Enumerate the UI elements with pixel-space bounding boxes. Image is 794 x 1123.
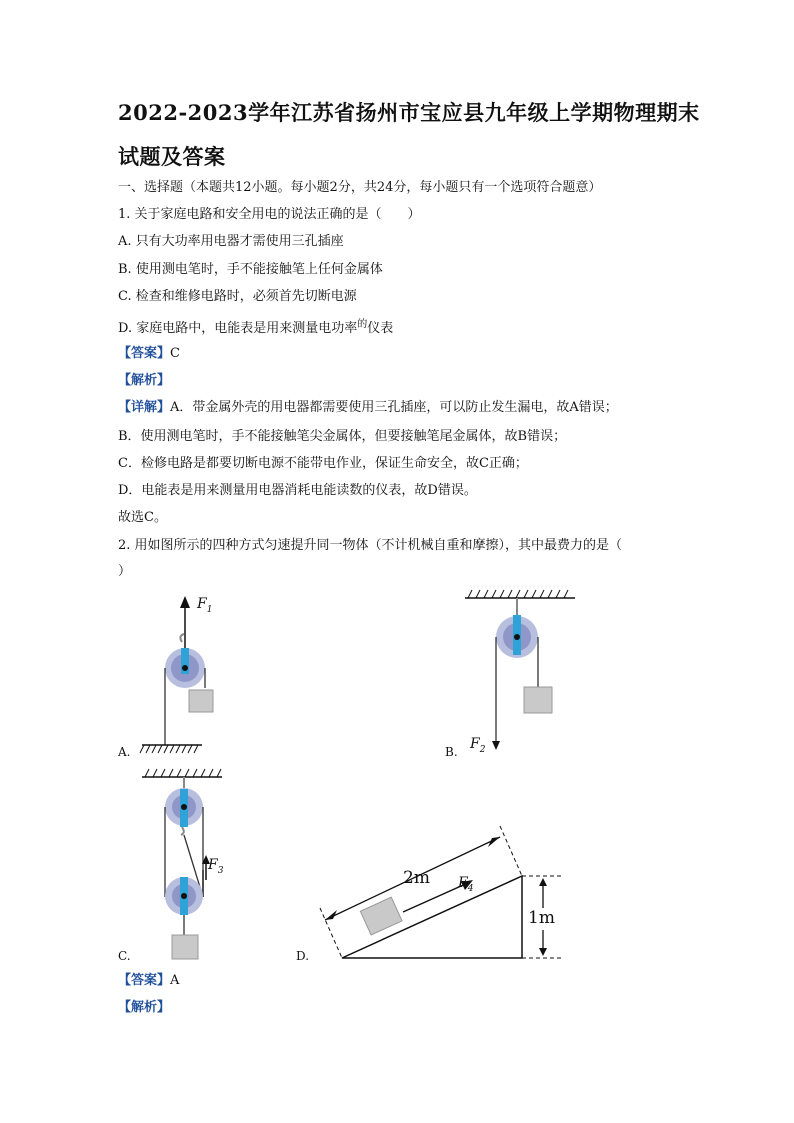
q2-analysis-tag: 【解析】 bbox=[118, 1000, 171, 1015]
figure-c-label: C. bbox=[118, 949, 131, 963]
q2-answer-tag: 【答案】 bbox=[118, 973, 171, 988]
q2-analysis bbox=[118, 999, 170, 1017]
q1-option-b: B. 使用测电笔时，手不能接触笔上任何金属体 bbox=[118, 262, 383, 277]
q1-option-d-tail: 仪表 bbox=[367, 321, 394, 336]
q1-option-c: C. 检查和维修电路时，必须首先切断电源 bbox=[118, 289, 357, 304]
slope-height-label: 1m bbox=[528, 908, 555, 928]
figure-a bbox=[130, 588, 250, 768]
figure-a-label: A. bbox=[118, 745, 131, 759]
q2-stem-1: 2. 用如图所示的四种方式匀速提升同一物体（不计机械自重和摩擦），其中最费力的是（ bbox=[118, 538, 623, 553]
q1-option-a: A. 只有大功率用电器才需使用三孔插座 bbox=[118, 234, 344, 249]
q1-detail-4: D．电能表是用来测量用电器消耗电能读数的仪表，故D错误。 bbox=[118, 483, 477, 498]
q1-analysis bbox=[118, 372, 170, 390]
q2-answer-value: A bbox=[170, 973, 180, 988]
q1-detail-tag: 【详解】 bbox=[118, 400, 171, 415]
q1-answer-tag: 【答案】 bbox=[118, 346, 171, 361]
q1-option-d bbox=[118, 320, 393, 339]
q1-option-d-text: D. 家庭电路中，电能表是用来测量电功率 bbox=[118, 321, 358, 336]
f1-label: $F_1$ bbox=[197, 596, 213, 615]
q1-detail-1 bbox=[118, 399, 618, 417]
doc-title-line2: 试题及答案 bbox=[118, 144, 226, 169]
q1-detail-text-1: A．带金属外壳的用电器都需要使用三孔插座，可以防止发生漏电，故A错误； bbox=[170, 400, 618, 415]
f3-label: $F_3$ bbox=[208, 857, 224, 876]
f2-label: $F_2$ bbox=[470, 736, 486, 755]
q1-detail-3: C．检修电路是都要切断电源不能带电作业，保证生命安全，故C正确； bbox=[118, 456, 528, 471]
figure-c bbox=[130, 765, 250, 960]
doc-title-line1: 2022-2023学年江苏省扬州市宝应县九年级上学期物理期末 bbox=[118, 100, 700, 125]
slope-length-label: 2m bbox=[403, 868, 430, 888]
q2-answer bbox=[118, 972, 179, 990]
q1-answer-value: C bbox=[170, 346, 180, 361]
q2-stem-2: ） bbox=[118, 564, 132, 579]
figure-b bbox=[460, 585, 580, 760]
q1-answer bbox=[118, 345, 180, 363]
figure-d bbox=[315, 820, 575, 970]
figure-b-label: B. bbox=[445, 745, 458, 759]
f4-label: $F_4$ bbox=[458, 875, 474, 894]
q1-stem: 1. 关于家庭电路和安全用电的说法正确的是（ ） bbox=[118, 207, 421, 222]
q1-detail-5: 故选C。 bbox=[118, 510, 167, 525]
section-heading: 一、选择题（本题共12小题。每小题2分，共24分，每小题只有一个选项符合题意） bbox=[118, 180, 602, 195]
figure-d-label: D. bbox=[296, 949, 310, 963]
q1-option-d-sup: 的 bbox=[357, 319, 368, 330]
q1-detail-2: B．使用测电笔时，手不能接触笔尖金属体，但要接触笔尾金属体，故B错误； bbox=[118, 429, 567, 444]
q1-analysis-tag: 【解析】 bbox=[118, 373, 171, 388]
